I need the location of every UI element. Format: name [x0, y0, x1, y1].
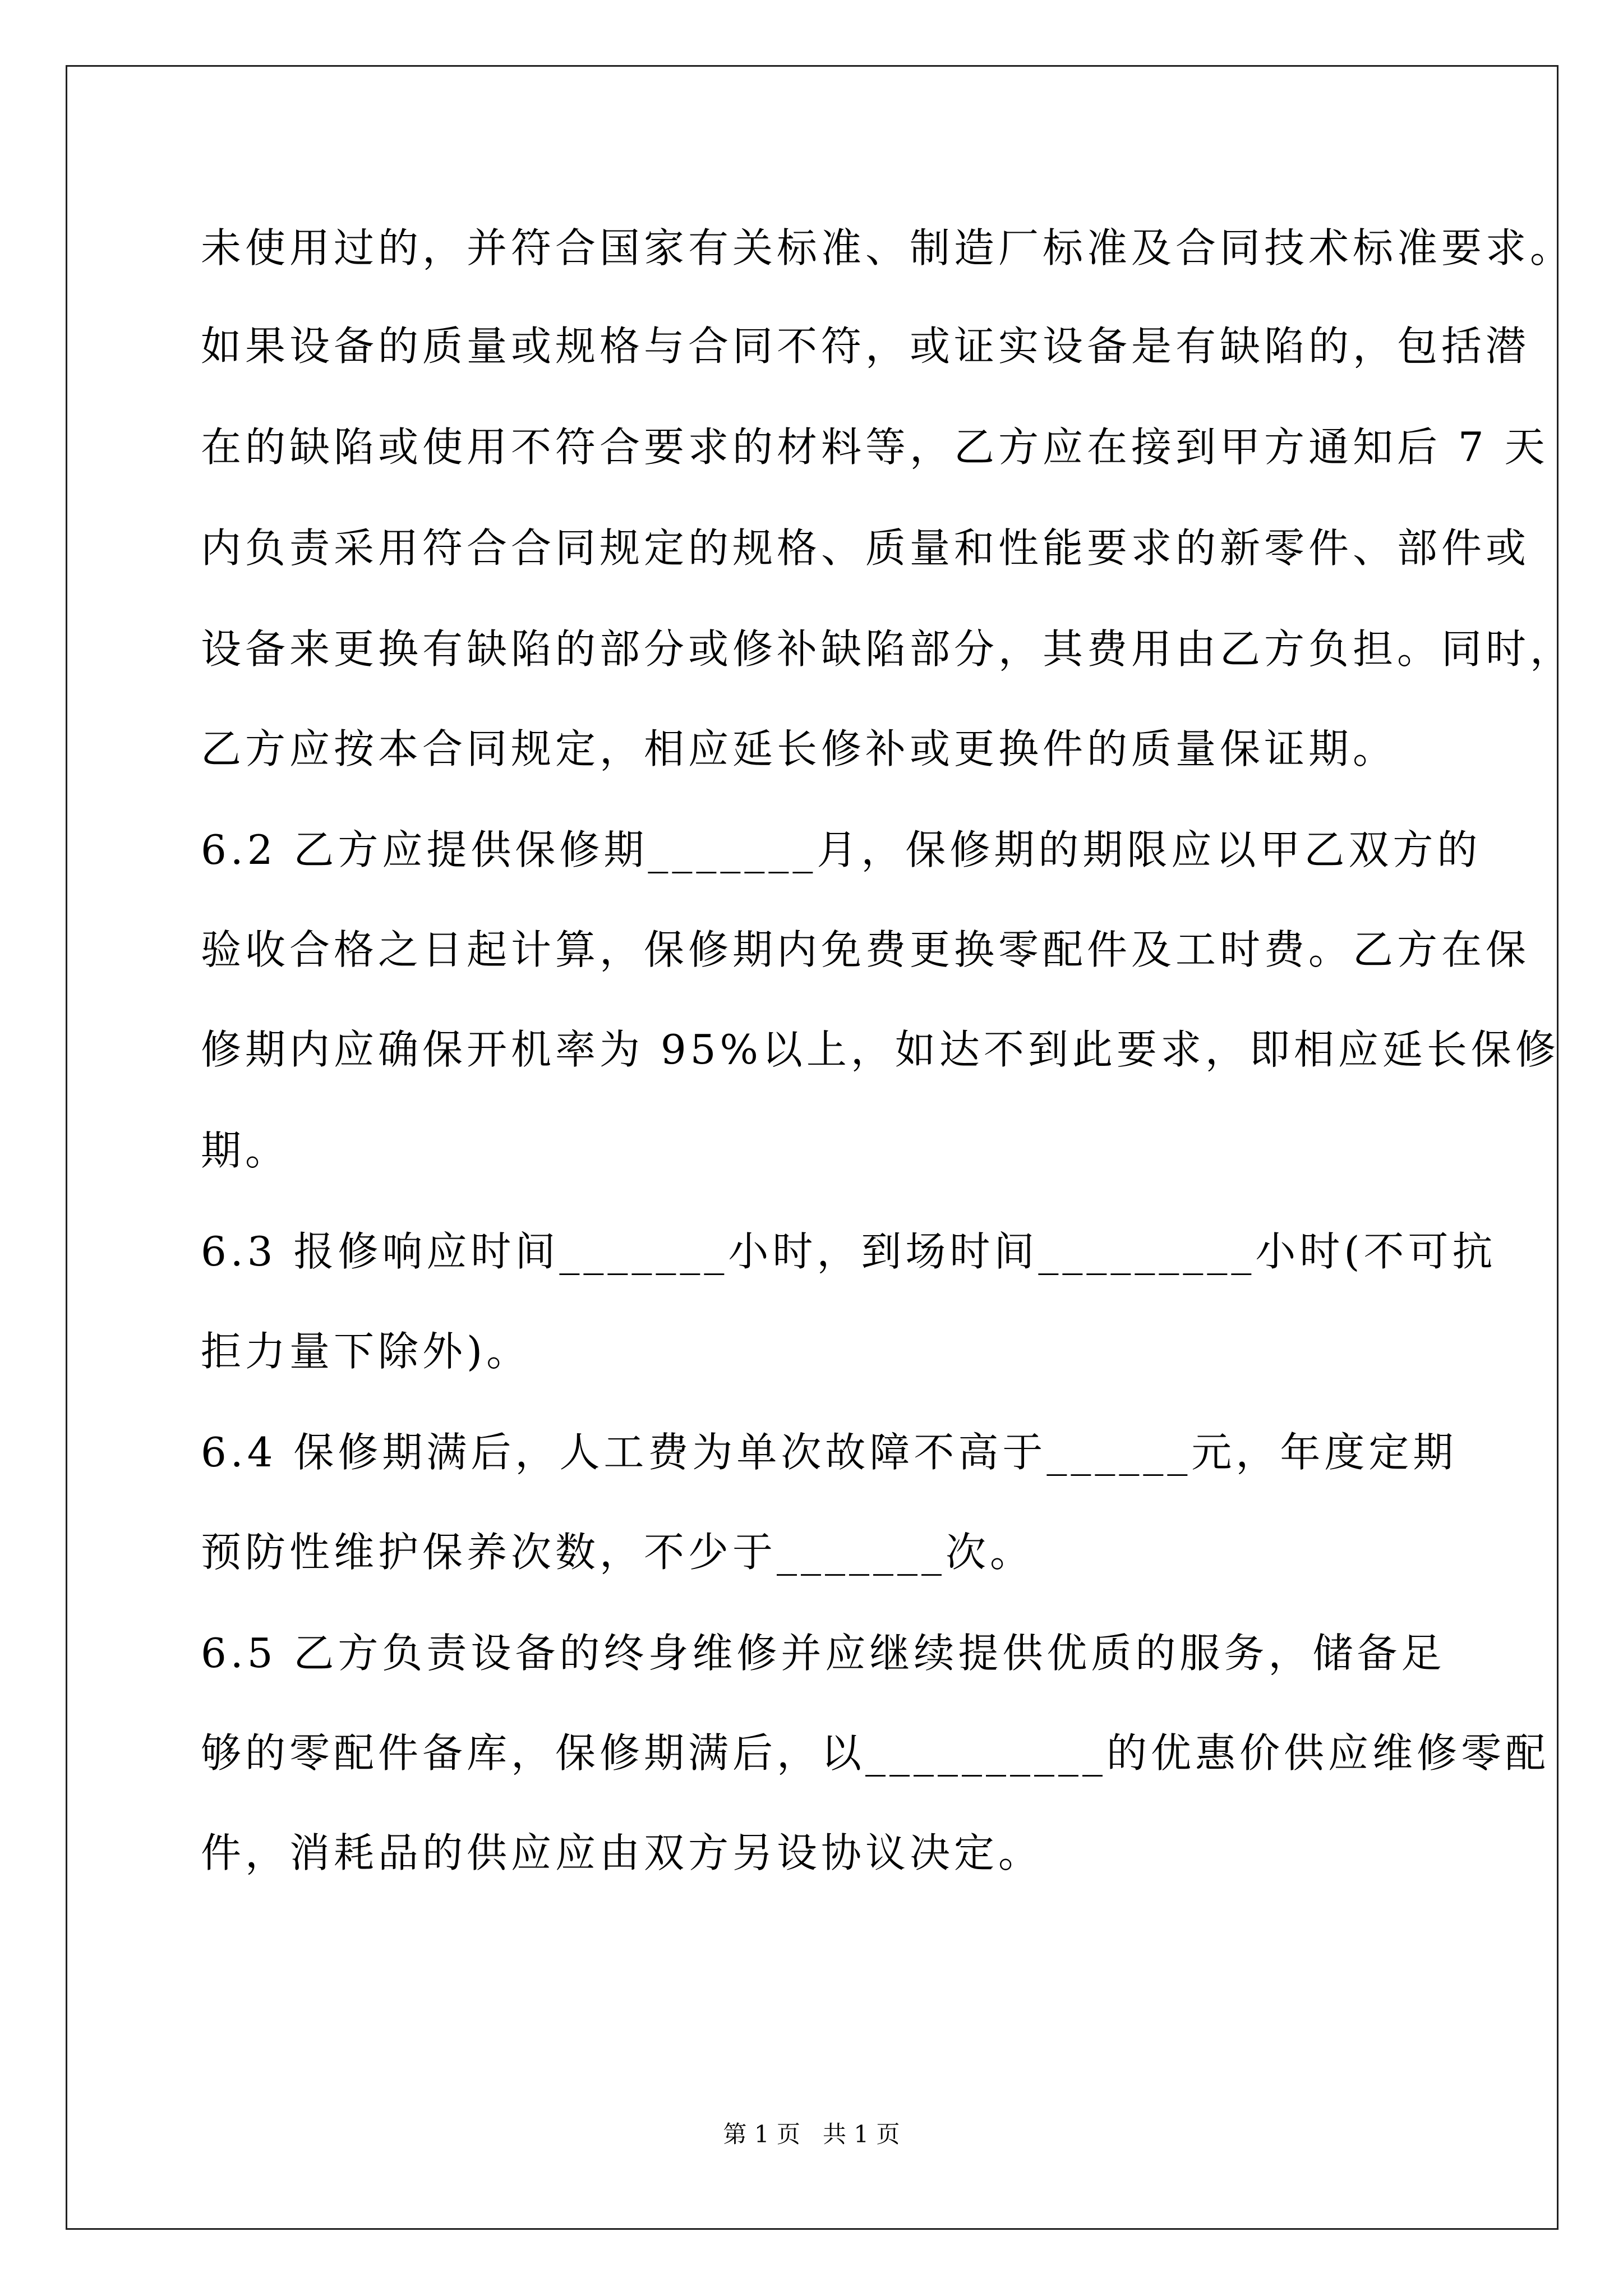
clause-6-4-line: 6.4 保修期满后，人工费为单次故障不高于______元，年度定期: [201, 1429, 1458, 1476]
text-line: 设备来更换有缺陷的部分或修补缺陷部分，其费用由乙方负担。同时，: [201, 625, 1575, 673]
text-line: 期。: [201, 1127, 290, 1174]
text-line: 未使用过的，并符合国家有关标准、制造厂标准及合同技术标准要求。: [201, 224, 1575, 272]
text-line: 够的零配件备库，保修期满后，以__________的优惠价供应维修零配: [201, 1729, 1550, 1777]
text-line: 件，消耗品的供应应由双方另设协议决定。: [201, 1829, 1043, 1876]
text-line: 如果设备的质量或规格与合同不符，或证实设备是有缺陷的，包括潜: [201, 323, 1530, 370]
clause-6-2-line: 6.2 乙方应提供保修期_______月，保修期的期限应以甲乙双方的: [201, 826, 1482, 873]
text-line: 内负责采用符合合同规定的规格、质量和性能要求的新零件、部件或: [201, 524, 1530, 572]
page-number-footer: 第 1 页 共 1 页: [723, 2120, 900, 2148]
text-line: 修期内应确保开机率为 95%以上，如达不到此要求，即相应延长保修: [201, 1026, 1560, 1073]
text-line: 验收合格之日起计算，保修期内免费更换零配件及工时费。乙方在保: [201, 926, 1530, 973]
page-border: [66, 65, 1559, 2230]
clause-6-3-line: 6.3 报修响应时间_______小时，到场时间_________小时(不可抗: [201, 1228, 1497, 1275]
text-line: 拒力量下除外)。: [201, 1328, 531, 1375]
text-line: 乙方应按本合同规定，相应延长修补或更换件的质量保证期。: [201, 725, 1398, 772]
text-line: 在的缺陷或使用不符合要求的材料等，乙方应在接到甲方通知后 7 天: [201, 424, 1549, 471]
clause-6-5-line: 6.5 乙方负责设备的终身维修并应继续提供优质的服务，储备足: [201, 1630, 1446, 1677]
text-line: 预防性维护保养次数，不少于_______次。: [201, 1529, 1035, 1576]
